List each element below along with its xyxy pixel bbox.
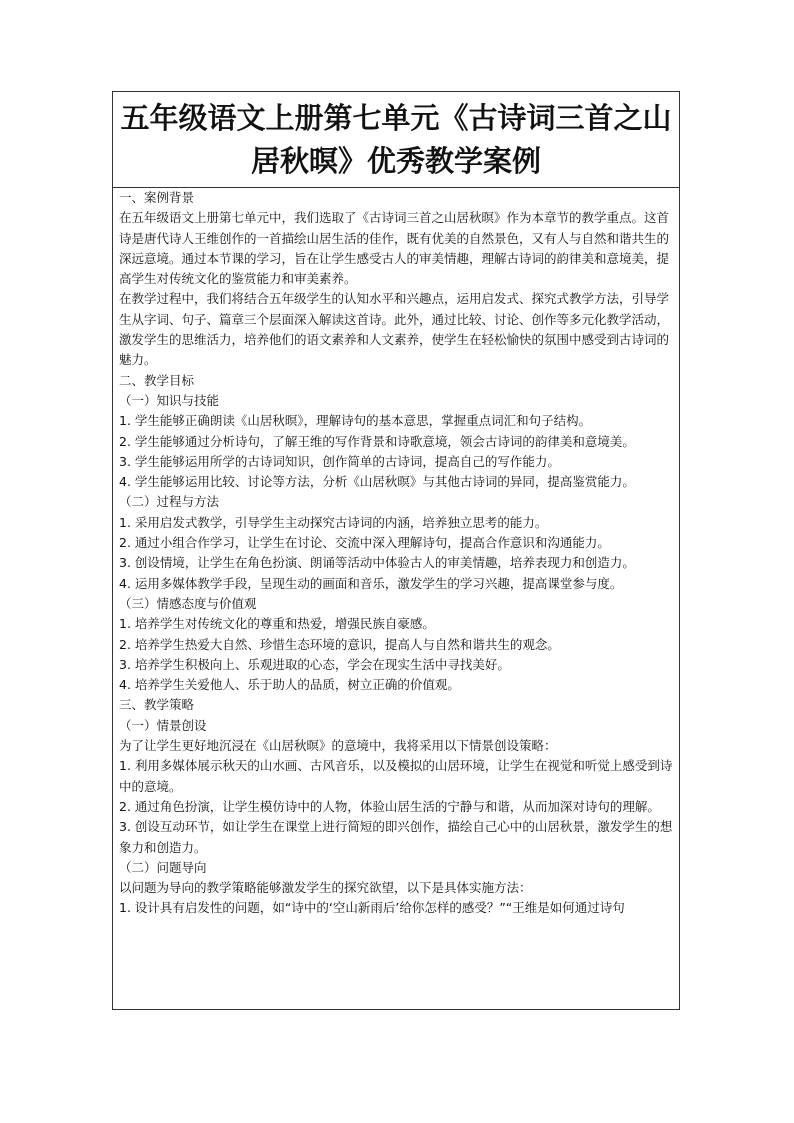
document-frame — [112, 91, 680, 1010]
list-item: 2. 学生能够通过分析诗句，了解王维的写作背景和诗歌意境，领会古诗词的韵律美和意境美。 — [119, 433, 635, 449]
list-item: 2. 通过角色扮演，让学生模仿诗中的人物，体验山居生活的宁静与和谐，从而加深对诗句的理解。 — [119, 798, 660, 814]
paragraph: 为了让学生更好地沉浸在《山居秋暝》的意境中，我将采用以下情景创设策略： — [119, 738, 557, 754]
subsection-heading: （三）情感态度与价值观 — [119, 595, 257, 611]
list-item: 1. 设计具有启发性的问题，如“诗中的‘空山新雨后’给你怎样的感受？”“王维是如何通过诗句 — [119, 900, 625, 916]
list-item: 3. 培养学生积极向上、乐观进取的心态，学会在现实生活中寻找美好。 — [119, 656, 510, 672]
paragraph: 在教学过程中，我们将结合五年级学生的认知水平和兴趣点，运用启发式、探究式教学方法，引导学生从字词、句子、篇章三个层面深入解读这首诗。此外，通过比较、讨论、创作等多元化教学活动，激发学生的思维活力，培养他们的语文素养和人文素养，使学生在轻松愉快的氛围中感受到古诗词的魅力。 — [119, 291, 670, 368]
section-heading: 一、案例背景 — [119, 190, 195, 205]
document-title: 五年级语文上册第七单元《古诗词三首之山居秋暝》优秀教学案例 — [113, 92, 679, 188]
subsection-heading: （二）问题导向 — [119, 859, 207, 875]
list-item: 1. 培养学生对传统文化的尊重和热爱，增强民族自豪感。 — [119, 616, 435, 632]
paragraph: 在五年级语文上册第七单元中，我们选取了《古诗词三首之山居秋暝》作为本章节的教学重点。这首诗是唐代诗人王维创作的一首描绘山居生活的佳作，既有优美的自然景色，又有人与自然和谐共生的深远意境。通过本节课的学习，旨在让学生感受古人的审美情趣，理解古诗词的韵律美和意境美，提高学生对传统文化的鉴赏能力和审美素养。 — [119, 210, 670, 287]
list-item: 3. 创设情境，让学生在角色扮演、朗诵等活动中体验古人的审美情趣，培养表现力和创造力。 — [119, 555, 635, 571]
list-item: 4. 培养学生关爱他人、乐于助人的品质，树立正确的价值观。 — [119, 677, 460, 693]
section-heading: 三、教学策略 — [119, 697, 195, 713]
document-body — [113, 188, 679, 919]
list-item: 1. 学生能够正确朗读《山居秋暝》，理解诗句的基本意思，掌握重点词汇和句子结构。 — [119, 413, 592, 429]
paragraph: 以问题为导向的教学策略能够激发学生的探究欲望，以下是具体实施方法： — [119, 880, 532, 896]
list-item: 3. 创设互动环节，如让学生在课堂上进行简短的即兴创作，描绘自己心中的山居秋景，激发学生的想象力和创造力。 — [119, 819, 673, 855]
subsection-heading: （一）知识与技能 — [119, 392, 220, 408]
subsection-heading: （二）过程与方法 — [119, 494, 220, 510]
list-item: 4. 学生能够运用比较、讨论等方法，分析《山居秋暝》与其他古诗词的异同，提高鉴赏能力。 — [119, 474, 635, 490]
subsection-heading: （一）情景创设 — [119, 717, 207, 733]
list-item: 4. 运用多媒体教学手段，呈现生动的画面和音乐，激发学生的学习兴趣，提高课堂参与度。 — [119, 575, 623, 591]
section-heading: 二、教学目标 — [119, 372, 195, 388]
list-item: 1. 采用启发式教学，引导学生主动探究古诗词的内涵，培养独立思考的能力。 — [119, 514, 548, 530]
list-item: 2. 培养学生热爱大自然、珍惜生态环境的意识，提高人与自然和谐共生的观念。 — [119, 636, 560, 652]
list-item: 3. 学生能够运用所学的古诗词知识，创作简单的古诗词，提高自己的写作能力。 — [119, 453, 560, 469]
list-item: 2. 通过小组合作学习，让学生在讨论、交流中深入理解诗句，提高合作意识和沟通能力。 — [119, 535, 610, 551]
list-item: 1. 利用多媒体展示秋天的山水画、古风音乐，以及模拟的山居环境，让学生在视觉和听觉上感受到诗中的意境。 — [119, 758, 673, 794]
